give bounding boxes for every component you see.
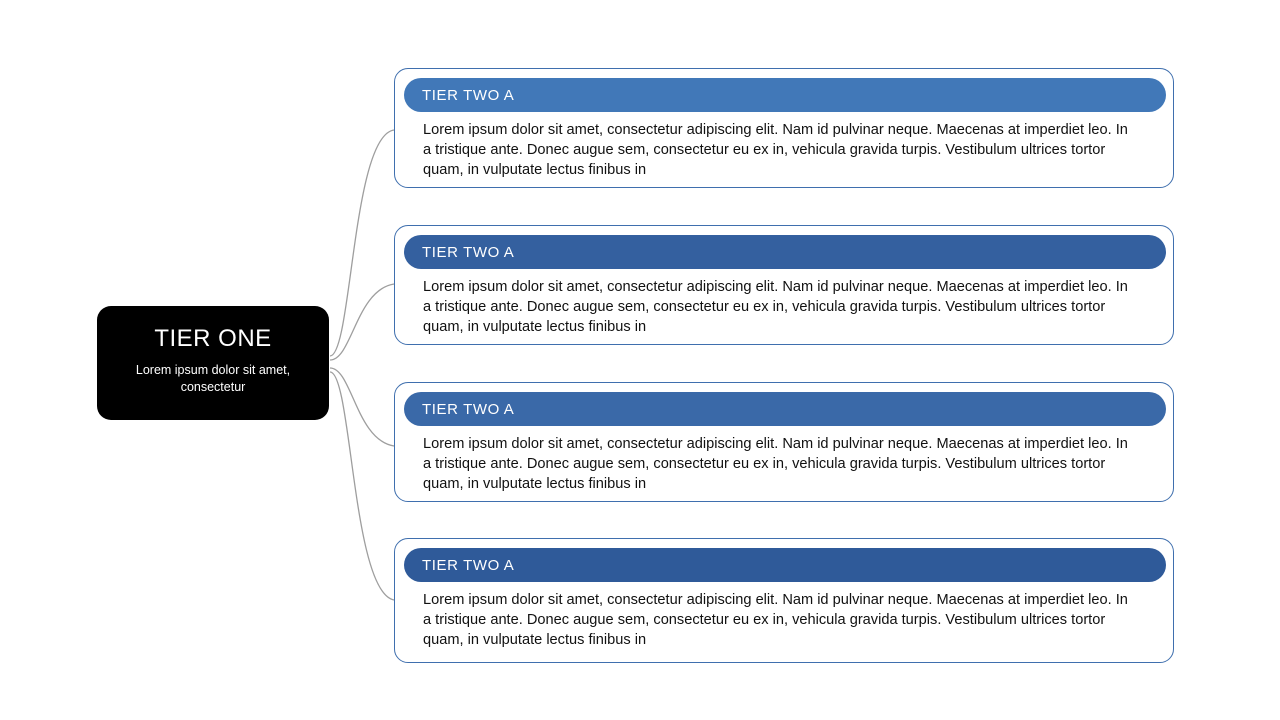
tier-two-card-body: Lorem ipsum dolor sit amet, consectetur adipiscing elit. Nam id pulvinar neque. Maecenas at imperdiet leo. In a tristique ante. Donec augue sem, consectetur eu ex in, vehicula gravida turpis. Vestibulum ultrices tortor quam, in vulputate lectus finibus in xyxy=(423,279,1128,335)
tier-two-card[interactable] xyxy=(394,225,1174,345)
tier-two-card[interactable] xyxy=(394,68,1174,188)
tier-one-node[interactable] xyxy=(97,306,329,420)
tier-two-card-body: Lorem ipsum dolor sit amet, consectetur adipiscing elit. Nam id pulvinar neque. Maecenas at imperdiet leo. In a tristique ante. Donec augue sem, consectetur eu ex in, vehicula gravida turpis. Vestibulum ultrices tortor quam, in vulputate lectus finibus in xyxy=(423,122,1128,178)
tier-two-card-header xyxy=(404,235,1166,269)
tier-two-card-header xyxy=(404,548,1166,582)
tier-two-card-title: TIER TWO A xyxy=(422,86,515,104)
tier-two-card-body: Lorem ipsum dolor sit amet, consectetur adipiscing elit. Nam id pulvinar neque. Maecenas at imperdiet leo. In a tristique ante. Donec augue sem, consectetur eu ex in, vehicula gravida turpis. Vestibulum ultrices tortor quam, in vulputate lectus finibus in xyxy=(423,436,1128,492)
connector-line-4 xyxy=(330,372,394,600)
tier-two-card[interactable] xyxy=(394,538,1174,663)
connector-line-3 xyxy=(330,368,394,446)
connector-line-1 xyxy=(330,130,394,356)
tier-two-card-title: TIER TWO A xyxy=(422,243,515,261)
tier-two-card[interactable] xyxy=(394,382,1174,502)
tier-one-title: TIER ONE xyxy=(154,325,272,352)
tier-two-card-body: Lorem ipsum dolor sit amet, consectetur adipiscing elit. Nam id pulvinar neque. Maecenas at imperdiet leo. In a tristique ante. Donec augue sem, consectetur eu ex in, vehicula gravida turpis. Vestibulum ultrices tortor quam, in vulputate lectus finibus in xyxy=(423,592,1128,648)
tier-two-card-header xyxy=(404,78,1166,112)
tier-one-description: Lorem ipsum dolor sit amet, consectetur xyxy=(135,363,291,395)
tier-two-card-header xyxy=(404,392,1166,426)
tier-two-card-title: TIER TWO A xyxy=(422,400,515,418)
tier-two-card-title: TIER TWO A xyxy=(422,556,515,574)
connector-line-2 xyxy=(330,284,394,360)
